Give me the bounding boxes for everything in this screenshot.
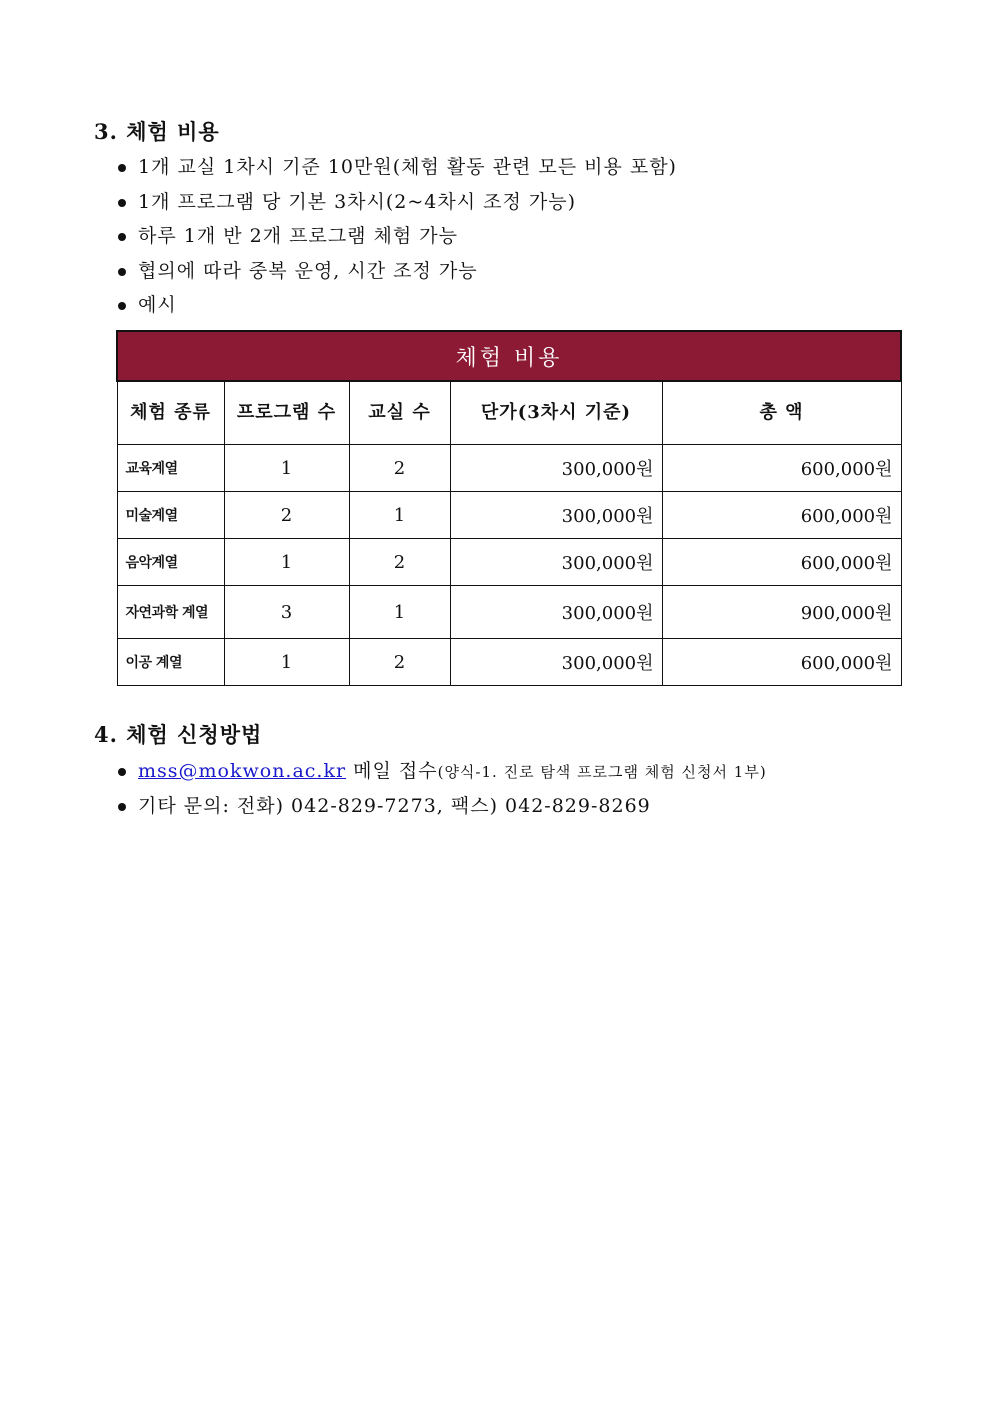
- header-cell: 총 액: [662, 381, 901, 445]
- bullet-item: [116, 754, 767, 789]
- category-cell: 음악계열: [117, 539, 224, 586]
- unit-price-cell: 300,000원: [450, 445, 662, 492]
- total-cell: 600,000원: [662, 445, 901, 492]
- bullet-dot-icon: [118, 199, 126, 207]
- unit-price-cell: 300,000원: [450, 639, 662, 686]
- bullet-item: [116, 789, 767, 824]
- category-cell: 이공 계열: [117, 639, 224, 686]
- classroom-count-cell: 2: [349, 445, 450, 492]
- header-cell: 교실 수: [349, 381, 450, 445]
- table-row: [117, 639, 901, 686]
- table-title: 체험 비용: [117, 331, 901, 381]
- email-note: (양식-1. 진로 탐색 프로그램 체험 신청서 1부): [437, 763, 767, 781]
- bullet-dot-icon: [118, 302, 126, 310]
- table-title-row: [117, 331, 901, 381]
- program-count-cell: 1: [224, 539, 349, 586]
- program-count-cell: 1: [224, 639, 349, 686]
- bullet-item: 1개 교실 1차시 기준 10만원(체험 활동 관련 모든 비용 포함): [116, 150, 677, 185]
- unit-price-cell: 300,000원: [450, 539, 662, 586]
- table-row: [117, 492, 901, 539]
- classroom-count-cell: 1: [349, 492, 450, 539]
- program-count-cell: 2: [224, 492, 349, 539]
- bullet-dot-icon: [118, 768, 126, 776]
- table-row: [117, 586, 901, 639]
- section-4-bullet-list: [116, 754, 767, 823]
- header-cell: 단가(3차시 기준): [450, 381, 662, 445]
- section-3-bullet-list: [116, 150, 677, 323]
- cost-table: [116, 330, 902, 686]
- section-3-heading: 3. 체험 비용: [94, 119, 220, 144]
- total-cell: 600,000원: [662, 539, 901, 586]
- total-cell: 900,000원: [662, 586, 901, 639]
- contact-info: 기타 문의: 전화) 042-829-7273, 팩스) 042-829-8269: [138, 794, 651, 817]
- total-cell: 600,000원: [662, 492, 901, 539]
- bullet-item: 하루 1개 반 2개 프로그램 체험 가능: [116, 219, 677, 254]
- bullet-dot-icon: [118, 803, 126, 811]
- bullet-item: 예시: [116, 288, 677, 323]
- category-cell: 미술계열: [117, 492, 224, 539]
- classroom-count-cell: 2: [349, 539, 450, 586]
- email-suffix: 메일 접수: [353, 760, 438, 782]
- bullet-dot-icon: [118, 233, 126, 241]
- header-cell: 체험 종류: [117, 381, 224, 445]
- bullet-item: 1개 프로그램 당 기본 3차시(2~4차시 조정 가능): [116, 185, 677, 220]
- classroom-count-cell: 2: [349, 639, 450, 686]
- email-link[interactable]: mss@mokwon.ac.kr: [138, 760, 347, 782]
- unit-price-cell: 300,000원: [450, 492, 662, 539]
- bullet-dot-icon: [118, 164, 126, 172]
- total-cell: 600,000원: [662, 639, 901, 686]
- table-row: [117, 445, 901, 492]
- table-header-row: [117, 381, 901, 445]
- category-cell: 교육계열: [117, 445, 224, 492]
- header-cell: 프로그램 수: [224, 381, 349, 445]
- bullet-dot-icon: [118, 268, 126, 276]
- section-4-heading: 4. 체험 신청방법: [94, 722, 263, 747]
- program-count-cell: 1: [224, 445, 349, 492]
- category-cell: 자연과학 계열: [117, 586, 224, 639]
- bullet-item: 협의에 따라 중복 운영, 시간 조정 가능: [116, 254, 677, 289]
- program-count-cell: 3: [224, 586, 349, 639]
- table-row: [117, 539, 901, 586]
- unit-price-cell: 300,000원: [450, 586, 662, 639]
- classroom-count-cell: 1: [349, 586, 450, 639]
